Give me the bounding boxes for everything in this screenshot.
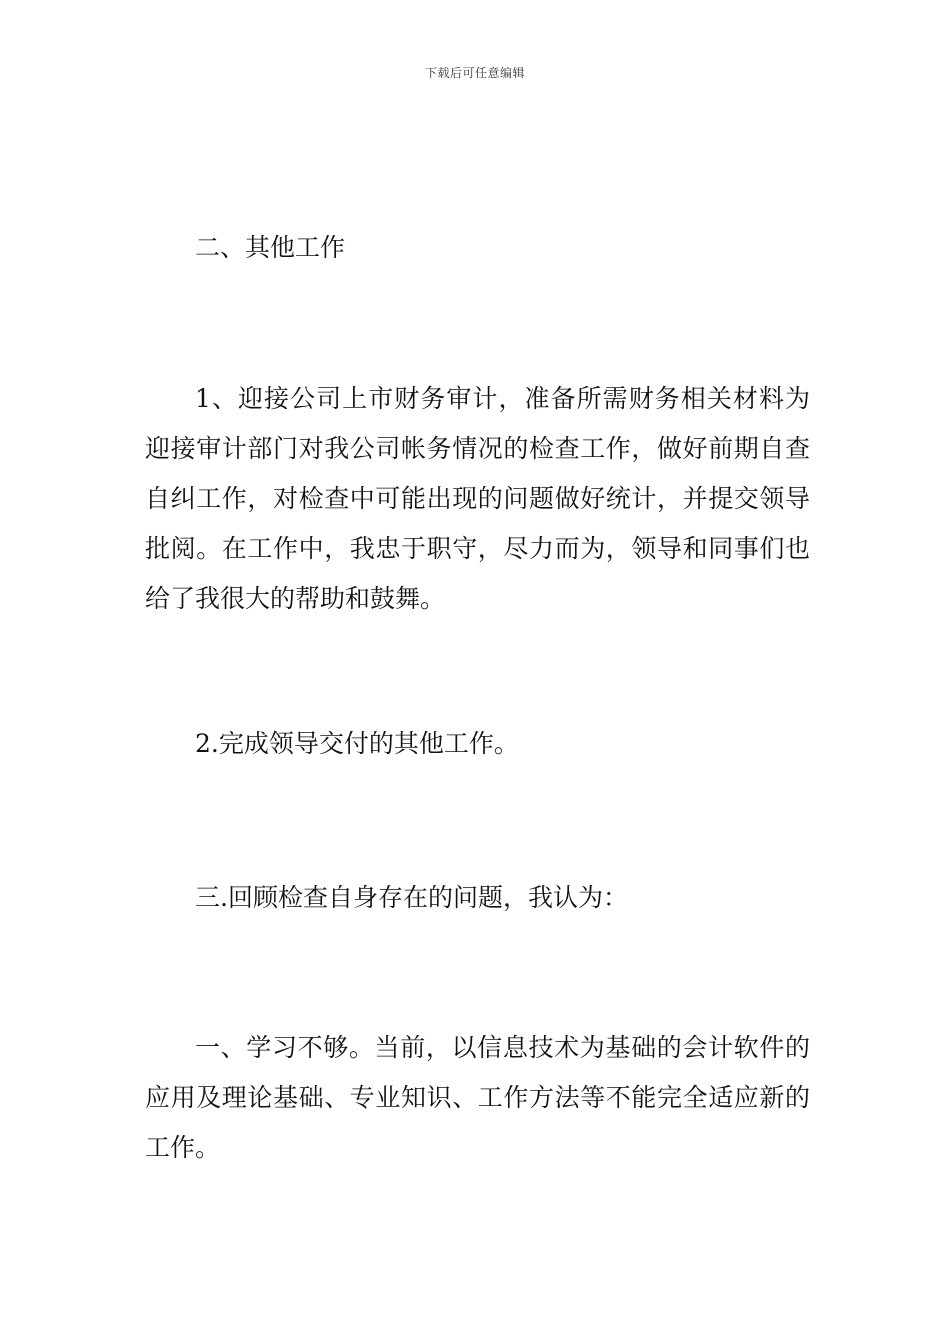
section-heading-self-review: 三.回顾检查自身存在的问题，我认为： xyxy=(195,883,628,912)
paragraph-insufficient-study: 一、学习不够。当前，以信息技术为基础的会计软件的应用及理论基础、专业知识、工作方法等不能完全适应新的工作。 xyxy=(145,1033,810,1162)
section-heading-other-work: 二、其他工作 xyxy=(195,233,346,262)
page-header-note: 下载后可任意编辑 xyxy=(424,66,525,80)
paragraph-audit-preparation: 1、迎接公司上市财务审计，准备所需财务相关材料为迎接审计部门对我公司帐务情况的检查工作，做好前期自查自纠工作，对检查中可能出现的问题做好统计，并提交领导批阅。在工作中，我忠于职守，尽力而为，领导和同事们也给了我很大的帮助和鼓舞。 xyxy=(145,384,810,613)
paragraph-other-tasks: 2.完成领导交付的其他工作。 xyxy=(195,729,519,758)
